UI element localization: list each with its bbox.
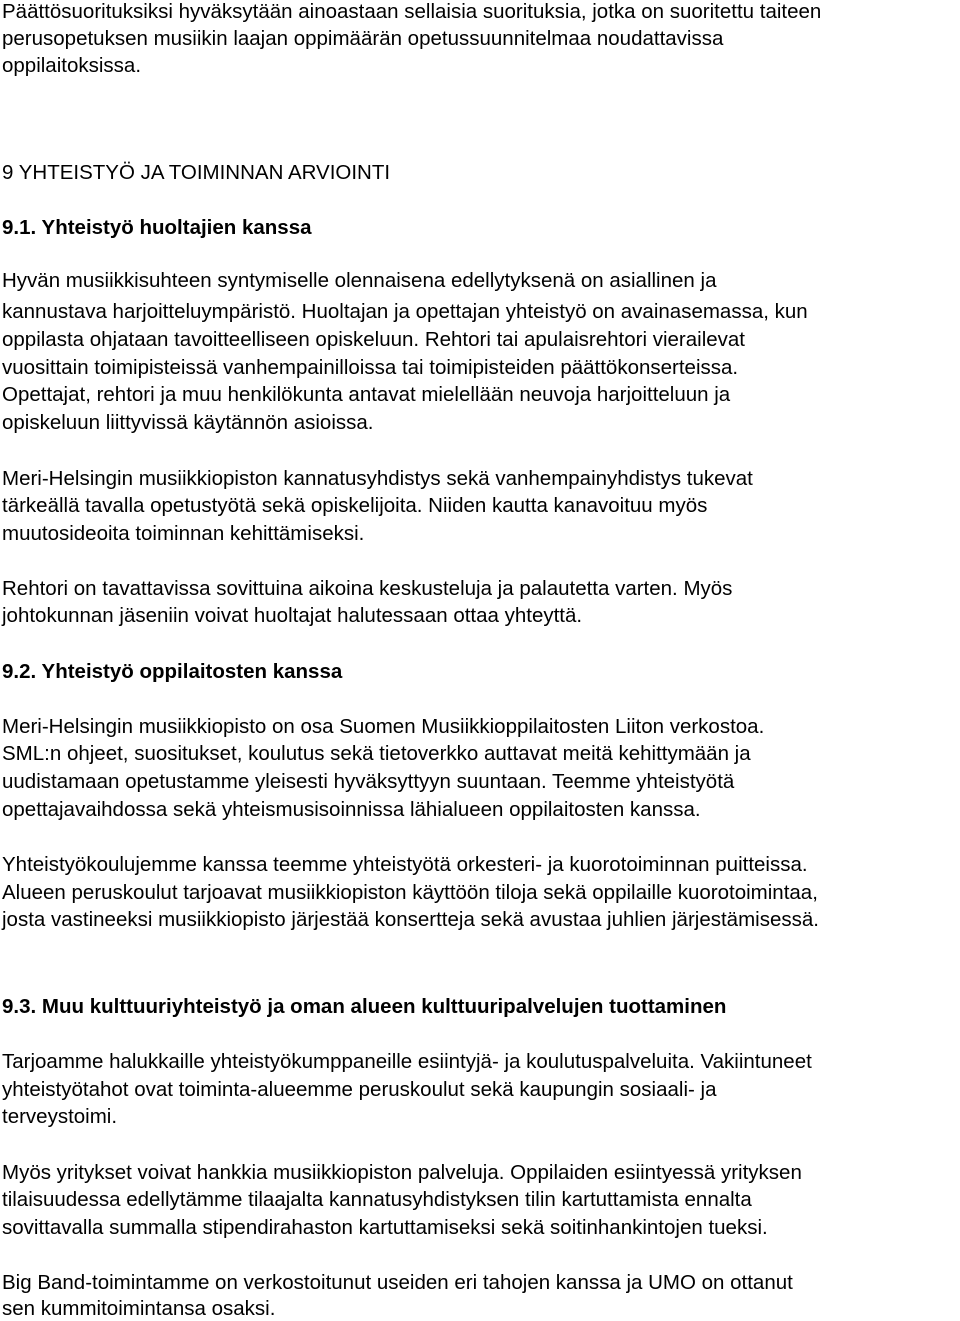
intro-line: oppilaitoksissa. — [2, 54, 142, 77]
paragraph-line: Big Band-toimintamme on verkostoitunut useiden eri tahojen kanssa ja UMO on ottanut — [2, 1271, 793, 1294]
paragraph-line: tilaisuudessa edellytämme tilaajalta kannatusyhdistyksen tilin kartuttamista ennalta — [2, 1188, 752, 1211]
paragraph-line: SML:n ohjeet, suositukset, koulutus sekä tietoverkko auttavat meitä kehittymään ja — [2, 742, 751, 765]
paragraph-line: Rehtori on tavattavissa sovittuina aikoina keskusteluja ja palautetta varten. Myös — [2, 577, 733, 600]
paragraph-line: josta vastineeksi musiikkiopisto järjestää konsertteja sekä avustaa juhlien järjestämisessä. — [2, 908, 819, 931]
paragraph-line: terveystoimi. — [2, 1105, 118, 1128]
paragraph-line: sen kummitoimintansa osaksi. — [2, 1297, 276, 1320]
paragraph-line: sovittavalla summalla stipendirahaston kartuttamiseksi sekä soitinhankintojen tueksi. — [2, 1216, 768, 1239]
paragraph-line: Myös yritykset voivat hankkia musiikkiopiston palveluja. Oppilaiden esiintyessä yrityksen — [2, 1161, 802, 1184]
paragraph-line: muutosideoita toiminnan kehittämiseksi. — [2, 522, 365, 545]
intro-line: Päättösuorituksiksi hyväksytään ainoastaan sellaisia suorituksia, jotka on suoritettu taiteen — [2, 0, 822, 23]
section-heading-9-1: 9.1. Yhteistyö huoltajien kanssa — [2, 216, 312, 239]
paragraph-line: tärkeällä tavalla opetustyötä sekä opiskelijoita. Niiden kautta kanavoituu myös — [2, 494, 708, 517]
section-heading-9-2: 9.2. Yhteistyö oppilaitosten kanssa — [2, 660, 343, 683]
paragraph-line: Tarjoamme halukkaille yhteistyökumppaneille esiintyjä- ja koulutuspalveluita. Vakiintuneet — [2, 1050, 812, 1073]
intro-line: perusopetuksen musiikin laajan oppimäärän opetussuunnitelmaa noudattavissa — [2, 27, 724, 50]
paragraph-line: Hyvän musiikkisuhteen syntymiselle olennaisena edellytyksenä on asiallinen ja — [2, 269, 717, 292]
paragraph-line: Alueen peruskoulut tarjoavat musiikkiopiston käyttöön tiloja sekä oppilaille kuorotoimintaa, — [2, 881, 818, 904]
chapter-heading: 9 YHTEISTYÖ JA TOIMINNAN ARVIOINTI — [2, 161, 391, 184]
paragraph-line: opettajavaihdossa sekä yhteismusisoinnissa lähialueen oppilaitosten kanssa. — [2, 798, 701, 821]
paragraph-line: oppilasta ohjataan tavoitteelliseen opiskeluun. Rehtori tai apulaisrehtori vierailevat — [2, 328, 746, 351]
paragraph-line: johtokunnan jäseniin voivat huoltajat halutessaan ottaa yhteyttä. — [2, 604, 583, 627]
paragraph-line: uudistamaan opetustamme yleisesti hyväksyttyyn suuntaan. Teemme yhteistyötä — [2, 770, 735, 793]
paragraph-line: Meri-Helsingin musiikkiopisto on osa Suomen Musiikkioppilaitosten Liiton verkostoa. — [2, 715, 765, 738]
paragraph-line: Meri-Helsingin musiikkiopiston kannatusyhdistys sekä vanhempainyhdistys tukevat — [2, 467, 753, 490]
paragraph-line: opiskeluun liittyvissä käytännön asioissa. — [2, 411, 374, 434]
section-heading-9-3: 9.3. Muu kulttuuriyhteistyö ja oman alueen kulttuuripalvelujen tuottaminen — [2, 995, 727, 1018]
paragraph-line: yhteistyötahot ovat toiminta-alueemme peruskoulut sekä kaupungin sosiaali- ja — [2, 1078, 717, 1101]
paragraph-line: vuosittain toimipisteissä vanhempainilloissa tai toimipisteiden päättökonserteissa. — [2, 356, 739, 379]
paragraph-line: Yhteistyökoulujemme kanssa teemme yhteistyötä orkesteri- ja kuorotoiminnan puitteissa. — [2, 853, 808, 876]
paragraph-line: kannustava harjoitteluympäristö. Huoltajan ja opettajan yhteistyö on avainasemassa, kun — [2, 300, 808, 323]
paragraph-line: Opettajat, rehtori ja muu henkilökunta antavat mielellään neuvoja harjoitteluun ja — [2, 383, 731, 406]
